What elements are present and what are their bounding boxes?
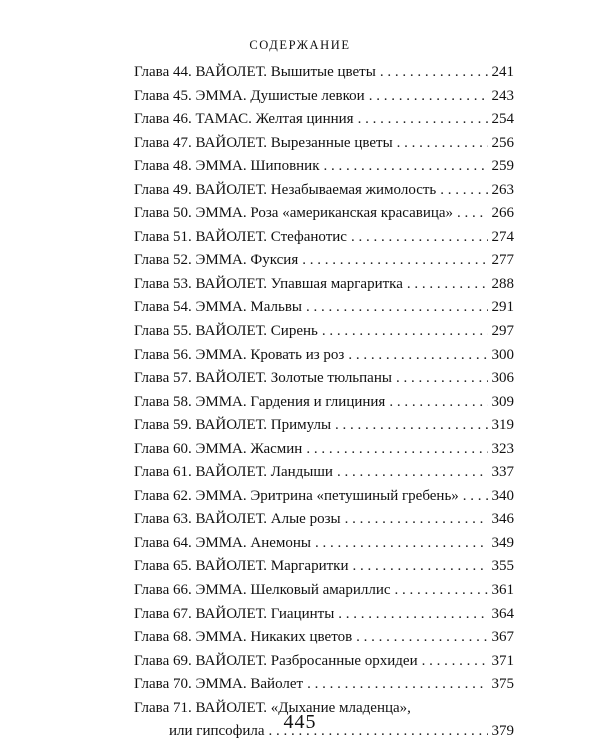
toc-entry-title: Глава 53. ВАЙОЛЕТ. Упавшая маргаритка xyxy=(134,275,403,292)
toc-entry-title: Глава 48. ЭММА. Шиповник xyxy=(134,158,320,175)
toc-entry xyxy=(134,441,514,465)
leader-dots xyxy=(338,606,487,623)
toc-entry xyxy=(134,347,514,371)
toc-entry xyxy=(134,111,514,135)
toc-entry-title: Глава 44. ВАЙОЛЕТ. Вышитые цветы xyxy=(134,64,376,80)
toc-entry xyxy=(134,276,514,300)
toc-entry xyxy=(134,653,514,677)
toc-entry-title: Глава 65. ВАЙОЛЕТ. Маргаритки xyxy=(134,558,349,575)
toc-entry-page: 349 xyxy=(491,534,514,551)
toc-entry xyxy=(134,511,514,535)
toc-entry-page: 277 xyxy=(491,252,514,269)
toc-entry xyxy=(134,417,514,441)
toc-entry-page: 274 xyxy=(491,228,514,245)
leader-dots xyxy=(407,276,488,293)
leader-dots xyxy=(389,394,487,411)
toc-entry-title: Глава 64. ЭММА. Анемоны xyxy=(134,534,312,551)
toc-entry-title: Глава 55. ВАЙОЛЕТ. Сирень xyxy=(134,323,318,340)
toc-entry-page: 300 xyxy=(491,346,514,363)
toc-entry-title: Глава 67. ВАЙОЛЕТ. Гиацинты xyxy=(134,605,335,622)
toc-entry-page: 306 xyxy=(491,370,514,387)
toc-entry-page: 355 xyxy=(491,558,514,575)
leader-dots xyxy=(463,488,488,505)
leader-dots xyxy=(307,676,487,693)
toc-entry-title: Глава 63. ВАЙОЛЕТ. Алые розы xyxy=(134,511,341,528)
toc-entry-title: Глава 47. ВАЙОЛЕТ. Вырезанные цветы xyxy=(134,134,393,151)
toc-entry xyxy=(134,323,514,347)
toc-entry-title: Глава 68. ЭММА. Никаких цветов xyxy=(134,629,353,646)
toc-entry-page: 291 xyxy=(491,299,514,316)
leader-dots xyxy=(395,582,488,599)
toc-entry-page: 361 xyxy=(491,582,514,599)
toc-entry xyxy=(134,676,514,700)
leader-dots xyxy=(302,252,487,269)
toc-entry-page: 259 xyxy=(491,158,514,175)
toc-entry-page: 337 xyxy=(491,464,514,481)
toc-entry-page: 346 xyxy=(491,511,514,528)
toc-entry-title: Глава 49. ВАЙОЛЕТ. Незабываемая жимолость xyxy=(134,181,437,198)
toc-entry-page: 288 xyxy=(491,275,514,292)
toc-entry xyxy=(134,535,514,559)
table-of-contents xyxy=(134,64,514,747)
leader-dots xyxy=(337,464,488,481)
leader-dots xyxy=(422,653,488,670)
toc-entry-title: Глава 58. ЭММА. Гардения и глициния xyxy=(134,393,386,410)
leader-dots xyxy=(306,441,487,458)
toc-entry-page: 340 xyxy=(491,487,514,504)
toc-entry-title: Глава 56. ЭММА. Кровать из роз xyxy=(134,346,345,363)
toc-entry xyxy=(134,88,514,112)
toc-entry-title: Глава 70. ЭММА. Вайолет xyxy=(134,676,304,693)
toc-entry xyxy=(134,135,514,159)
toc-entry xyxy=(134,370,514,394)
toc-entry-page: 243 xyxy=(491,87,514,104)
toc-entry-page: 254 xyxy=(491,111,514,128)
leader-dots xyxy=(397,135,488,152)
toc-entry-title: Глава 51. ВАЙОЛЕТ. Стефанотис xyxy=(134,228,347,245)
toc-entry-title: Глава 62. ЭММА. Эритрина «петушиный гребень» xyxy=(134,487,459,504)
toc-entry xyxy=(134,64,514,88)
leader-dots xyxy=(322,323,488,340)
toc-entry xyxy=(134,252,514,276)
toc-entry xyxy=(134,464,514,488)
toc-entry-page: 319 xyxy=(491,417,514,434)
toc-entry-71-page: 379 xyxy=(491,723,514,740)
toc-entry-page: 323 xyxy=(491,440,514,457)
toc-entry xyxy=(134,582,514,606)
toc-entry xyxy=(134,629,514,653)
toc-entry xyxy=(134,394,514,418)
leader-dots xyxy=(324,158,488,175)
toc-entry-title: Глава 45. ЭММА. Душистые левкои xyxy=(134,87,365,104)
toc-entry-page: 256 xyxy=(491,134,514,151)
leader-dots xyxy=(345,511,488,528)
toc-entry-title: Глава 59. ВАЙОЛЕТ. Примулы xyxy=(134,417,332,434)
page-number: 445 xyxy=(283,711,317,733)
toc-entry xyxy=(134,606,514,630)
leader-dots xyxy=(315,535,487,552)
leader-dots xyxy=(353,558,488,575)
toc-entry-page: 375 xyxy=(491,676,514,693)
toc-entry-title: Глава 46. ТАМАС. Желтая цинния xyxy=(134,111,354,128)
leader-dots xyxy=(380,64,488,81)
leader-dots xyxy=(369,88,488,105)
toc-entry xyxy=(134,205,514,229)
toc-entry-page: 241 xyxy=(491,64,514,80)
toc-entry-71-subtitle: или гипсофила xyxy=(169,723,265,740)
toc-entry-page: 309 xyxy=(491,393,514,410)
toc-entry xyxy=(134,158,514,182)
toc-entry xyxy=(134,299,514,323)
toc-entry xyxy=(134,229,514,253)
toc-entry-title: Глава 60. ЭММА. Жасмин xyxy=(134,440,303,457)
toc-entry-page: 297 xyxy=(491,323,514,340)
leader-dots xyxy=(440,182,487,199)
running-header: СОДЕРЖАНИЕ xyxy=(249,38,351,52)
leader-dots xyxy=(358,111,488,128)
leader-dots xyxy=(351,229,488,246)
leader-dots xyxy=(306,299,487,316)
toc-entry xyxy=(134,558,514,582)
leader-dots xyxy=(356,629,487,646)
toc-entry-71-title: Глава 71. ВАЙОЛЕТ. «Дыхание младенца», xyxy=(134,699,411,716)
leader-dots xyxy=(457,205,487,222)
toc-entry-title: Глава 54. ЭММА. Мальвы xyxy=(134,299,303,316)
toc-entry xyxy=(134,488,514,512)
toc-entry-page: 266 xyxy=(491,205,514,222)
toc-entry xyxy=(134,182,514,206)
toc-entry-title: Глава 52. ЭММА. Фуксия xyxy=(134,252,299,269)
toc-entry-page: 364 xyxy=(491,605,514,622)
toc-entry-page: 367 xyxy=(491,629,514,646)
toc-entry-title: Глава 69. ВАЙОЛЕТ. Разбросанные орхидеи xyxy=(134,652,418,669)
toc-entry-title: Глава 66. ЭММА. Шелковый амариллис xyxy=(134,582,391,599)
leader-dots xyxy=(335,417,487,434)
toc-entry-title: Глава 50. ЭММА. Роза «американская красавица» xyxy=(134,205,454,222)
toc-entry-title: Глава 61. ВАЙОЛЕТ. Ландыши xyxy=(134,464,333,481)
leader-dots xyxy=(348,347,487,364)
toc-entry-title: Глава 57. ВАЙОЛЕТ. Золотые тюльпаны xyxy=(134,370,392,387)
toc-entry-page: 371 xyxy=(491,652,514,669)
leader-dots xyxy=(396,370,488,387)
toc-entry-page: 263 xyxy=(491,181,514,198)
